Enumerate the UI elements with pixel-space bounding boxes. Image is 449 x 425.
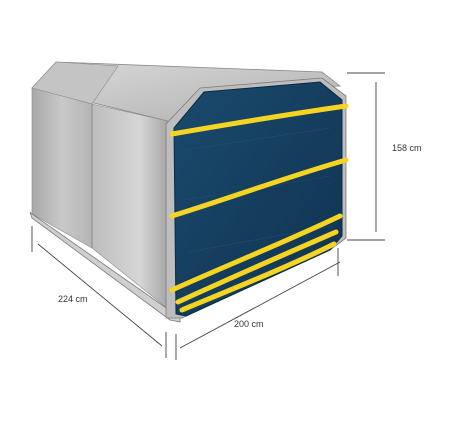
cover-side-right xyxy=(92,104,172,312)
length-label: 224 cm xyxy=(58,294,88,304)
height-label: 158 cm xyxy=(392,143,422,153)
width-label: 200 cm xyxy=(234,319,264,329)
